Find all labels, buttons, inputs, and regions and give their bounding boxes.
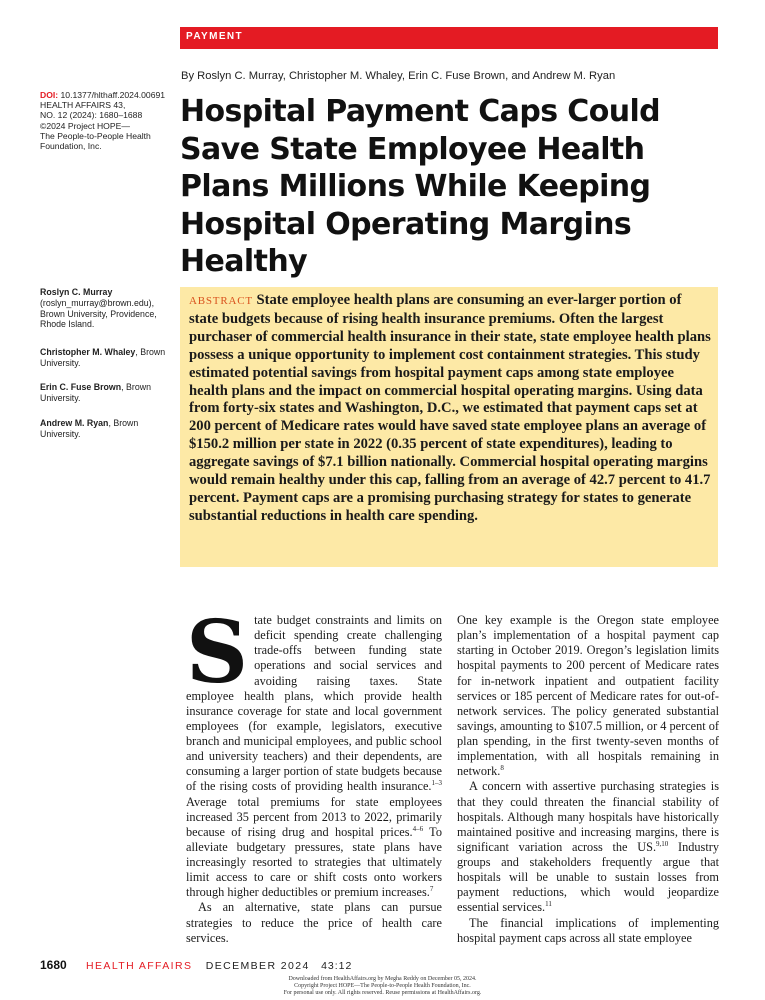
abstract-label: ABSTRACT	[189, 295, 253, 307]
citation-ref[interactable]: 4–6	[412, 824, 424, 833]
footer-volume: 43:12	[321, 960, 353, 972]
body-paragraph: The financial implications of implementing hospital payment caps across all state employee	[457, 915, 719, 945]
body-paragraph	[186, 602, 442, 900]
affiliation-murray	[40, 287, 175, 330]
abstract	[189, 292, 713, 526]
body-text: tate budget constraints and limits on deficit spending create challenging trade-offs between funding state operations and social services and avoiding raising taxes. State employee health plans, which provide health insurance coverage for state and local government employees (for example, legislators, executive branch and municipal employees, and public school and university teachers) and their dependents, are consuming a larger portion of state budgets because of the rising costs of providing health insurance.	[186, 613, 442, 794]
page-number: 1680	[40, 958, 67, 972]
section-label: PAYMENT	[186, 31, 244, 42]
drop-cap: S	[186, 602, 249, 703]
affiliation-name: Andrew M. Ryan	[40, 418, 109, 428]
body-text: Average total premiums for state employees increased 35 percent from 2013 to 2022, primarily because of rising drug and hospital prices.	[186, 794, 442, 839]
reuse-notice: For personal use only. All rights reserved. Reuse permissions at HealthAffairs.org.	[283, 990, 482, 997]
article-title: Hospital Payment Caps Could Save State Employee Health Plans Millions While Keeping Hospital Operating Margins Healthy	[180, 94, 661, 279]
body-column-2	[457, 613, 719, 946]
page-footer	[40, 958, 352, 972]
copyright-notice: Copyright Project HOPE—The People-to-People Health Foundation, Inc.	[294, 983, 471, 990]
article-metadata	[40, 90, 170, 151]
affiliation-whaley	[40, 347, 175, 369]
body-paragraph	[457, 613, 719, 779]
affiliation-fuse-brown	[40, 382, 175, 404]
download-notice	[0, 976, 765, 998]
abstract-body: State employee health plans are consuming an ever-larger portion of state budgets because of rising health insurance premiums. Often the largest purchaser of commercial health insurance in their state, state employee health plans possess a unique opportunity to implement cost containment strategies. This study estimated potential savings from hospital payment caps among state employee health plans and the impact on commercial hospital operating margins. Using data from forty-six states and Washington, D.C., we estimated that payment caps set at 200 percent of Medicare rates would have saved state employee plans an average of $150.2 million per state in 2022 (0.35 percent of state expenditures), leading to aggregate savings of $7.1 billion nationally. Commercial hospital operating margins would remain healthy under this cap, falling from an average of 42.7 percent to 41.7 percent. Payment caps are a promising purchasing strategy for states to generate substantial reductions in health care spending.	[189, 292, 711, 524]
citation-ref[interactable]: 7	[429, 885, 434, 894]
foundation-line: The People-to-People Health Foundation, Inc.	[40, 130, 151, 152]
citation-ref[interactable]: 8	[500, 764, 504, 773]
affiliation-detail: , Brown University.	[40, 347, 166, 368]
affiliation-ryan	[40, 418, 175, 440]
doi-value[interactable]: 10.1377/hlthaff.2024.00691	[60, 90, 166, 100]
affiliation-name: Erin C. Fuse Brown	[40, 382, 122, 392]
body-paragraph: As an alternative, state plans can pursue strategies to reduce the price of health care services.	[186, 900, 442, 945]
body-text: One key example is the Oregon state employee plan’s implementation of a hospital payment cap starting in October 2019. Oregon’s legislation limits hospital payments to 200 percent of Medicare rates for in-network inpatient and outpatient facility services or 185 percent of Medicare rates for out-of-network services. The policy generated substantial savings, amounting to $107.5 million, or 4 percent of plan spending, in the first twenty-seven months of implementation, with all hospitals remaining in network.	[457, 613, 719, 779]
section-bar	[180, 27, 718, 49]
copyright-line: ©2024 Project HOPE—	[40, 120, 130, 131]
footer-journal: HEALTH AFFAIRS	[86, 960, 193, 972]
download-line: Downloaded from HealthAffairs.org by Megha Reddy on December 05, 2024.	[288, 976, 477, 982]
citation-ref[interactable]: 1–3	[431, 779, 442, 788]
body-text: To alleviate budgetary pressures, state plans have increasingly resorted to strategies that ultimately limit access to care or shift costs onto workers through higher deductibles or premium increases.	[186, 824, 442, 900]
author-line: By Roslyn C. Murray, Christopher M. Whaley, Erin C. Fuse Brown, and Andrew M. Ryan	[181, 70, 616, 82]
journal-volume: HEALTH AFFAIRS 43,	[40, 100, 126, 111]
body-column-1	[186, 602, 442, 946]
affiliation-detail: , Brown University.	[40, 418, 139, 439]
affiliation-name: Christopher M. Whaley	[40, 347, 136, 357]
footer-date: DECEMBER 2024	[205, 960, 310, 972]
body-text: Industry groups and stakeholders frequently argue that hospitals will be unable to sustain losses from payment reductions, which would jeopardize essential services.	[457, 839, 720, 915]
citation-ref[interactable]: 9,10	[656, 839, 669, 848]
affiliation-detail: (roslyn_murray@brown.edu), Brown University, Providence, Rhode Island.	[40, 297, 157, 330]
affiliation-name: Roslyn C. Murray	[40, 287, 113, 297]
journal-issue: NO. 12 (2024): 1680–1688	[40, 110, 143, 121]
citation-ref[interactable]: 11	[545, 900, 552, 909]
affiliation-detail: , Brown University.	[40, 382, 151, 403]
doi-label: DOI:	[40, 90, 59, 100]
doi-line[interactable]	[40, 90, 170, 100]
body-paragraph	[457, 779, 719, 915]
body-text: A concern with assertive purchasing strategies is that they could threaten the financial stability of hospitals. Although many hospitals have historically maintained positive and increasing margins, there is significant variation across the US.	[457, 779, 719, 854]
